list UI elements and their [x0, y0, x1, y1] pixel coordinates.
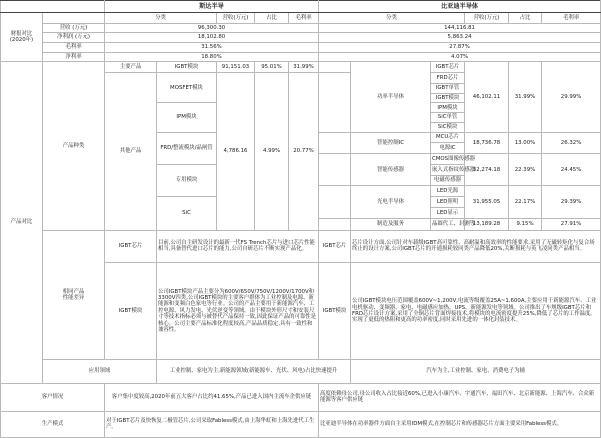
- b-rev: 32,274.18: [465, 154, 509, 186]
- b-gm: 26.32%: [542, 132, 601, 154]
- b-item: 晶圆代工、封测等: [431, 218, 465, 230]
- b-cat-blank: [319, 218, 351, 230]
- a-col-cat: 分类: [105, 12, 217, 23]
- b-cat-label: 制造及服务: [351, 218, 431, 230]
- b-item: LED显示: [431, 208, 465, 219]
- fin-section-label: 财报对比 (2020年): [1, 12, 43, 62]
- prod-label: 生产模式: [1, 411, 105, 437]
- b-rev: 31,955.05: [465, 186, 509, 218]
- a-other-gm: 20.77%: [289, 73, 319, 230]
- b-cat-blank: [319, 132, 351, 154]
- b-share: 13.00%: [509, 132, 542, 154]
- b-item: MCU芯片: [431, 132, 465, 143]
- b-gm: 29.99%: [542, 62, 601, 132]
- product-section-label: 产品对比: [1, 62, 43, 383]
- b-gm: 29.39%: [542, 186, 601, 218]
- b-cat-blank: [319, 186, 351, 218]
- customer-a: 客户集中度较高,2020年前五大客户占比约41.65%,产品已进入国内主流车企供应链: [105, 383, 319, 411]
- a-other-rev: 4,786.16: [217, 73, 255, 230]
- b-rev: 18,736.78: [465, 132, 509, 154]
- b-share: 31.99%: [509, 62, 542, 132]
- b-gm: 27.91%: [542, 218, 601, 230]
- a-main-gm: 31.99%: [289, 62, 319, 73]
- b-col-gm: 毛利率: [542, 12, 601, 23]
- b-share: 22.39%: [509, 154, 542, 186]
- b-cat-label: 光电半导体: [351, 186, 431, 218]
- igbt-module-a: 公司IGBT模块产品主要分为600V/650V/750V/1200V/1700V和3300V四类,公司IGBT模块的主要客户群体为工业控制及电源、新能源和变频白色家电等行业。公司的产品主要用于新能源汽车、工控电源、风力发电、光伏逆变等领域。由于模块外形尺寸和安装尺寸等技术指标必须与被替代产品保持一致,因此保证产品的可靠性是核心。公司主要产品标准化程度较高,产品品质稳定,具有一致性和兼容性。: [157, 263, 319, 360]
- fin-row-a-value: 31.56%: [105, 43, 319, 53]
- b-cat-label: 智能传感器: [351, 154, 431, 186]
- b-item: IGBT模块: [431, 93, 465, 103]
- a-other-item: IPM模块: [157, 103, 217, 132]
- b-col-share: 占比: [509, 12, 542, 23]
- b-share: 22.17%: [509, 186, 542, 218]
- header-empty: [1, 1, 105, 13]
- customer-b: 高度依赖母公司,母公司收入占比接近60%,已进入小康汽车、宇通汽车、福田汽车、北京新能源、上海汽车、合众新能源等客户供应链: [319, 383, 601, 411]
- company-b-header: 比亚迪半导体: [319, 1, 601, 13]
- b-item: 电磁传感器: [431, 175, 465, 186]
- a-main-item: IGBT模块: [157, 62, 217, 73]
- fin-row-b-value: 4.07%: [319, 52, 601, 62]
- b-item: IGBT单管: [431, 84, 465, 94]
- fin-row-a-value: 18,102.80: [105, 33, 319, 43]
- fin-row-label: 毛利率: [43, 43, 105, 53]
- b-col-rev: 营收(万元): [465, 12, 509, 23]
- a-main-share: 95.01%: [255, 62, 289, 73]
- fin-col-spacer: [43, 12, 105, 23]
- company-a-header: 斯达半导: [105, 1, 319, 13]
- fin-row-a-value: 18.80%: [105, 52, 319, 62]
- b-item: SiC模块: [431, 122, 465, 132]
- b-item: SiC单管: [431, 113, 465, 123]
- igbt-chip-a: 目前,公司自主研发设计的最新一代FS Trench芯片与进口芯片性能相当,具备替代进口芯片的能力,公司自研芯片不断实现产品化。: [157, 230, 319, 262]
- a-other-share: 4.99%: [255, 73, 289, 230]
- a-col-share: 占比: [255, 12, 289, 23]
- b-item: FRD芯片: [431, 73, 465, 84]
- customer-label: 客户情况: [1, 383, 105, 411]
- b-item: LED照明: [431, 197, 465, 208]
- a-col-rev: 营收(万元): [217, 12, 255, 23]
- prod-b: 比亚迪半导体在功率器件方面自主采用IDM模式,在控制芯片和传感器芯片方面主要采用Fabless模式。: [319, 411, 601, 437]
- igbt-chip-label: IGBT芯片: [105, 230, 157, 262]
- b-item: 电源IC: [431, 143, 465, 154]
- app-label: 应用领域: [43, 360, 157, 384]
- b-col-cat: 分类: [319, 12, 465, 23]
- igbt-chip-b: 芯片设计方面,公司针对车载级IGBT高可靠性、高耐温和高效率的性能要求,采用了无磁转矩化与复合场终止的设计方案,公司IGBT芯片的开通损耗较同类产品降低20%,关断损耗与英飞凌同类产品相当。: [351, 230, 601, 262]
- igbt-module-b: 公司IGBT模块电压范围覆盖600V~1,200V,电流等级覆盖25A~1,600A,主要应用于新能源汽车、工业电机驱动、变频器、家电、电磁感应加热、UPS、新能源发电等领域。公司推出了车规级IGBT芯片和FRD芯片设计方案,采用了全铜芯片背面焊接技术,将模块的电流密度提升25%,降低了芯片的工作温度。实现了更低的热阻和更高的功率密度,同时采用先进的一体化封装技术。: [351, 263, 601, 360]
- b-rev: 46,102.11: [465, 62, 509, 132]
- b-item: IPM模块: [431, 103, 465, 113]
- a-other-item: SiC: [157, 197, 217, 230]
- product-types-label: 产品种类: [43, 62, 105, 230]
- b-item: 嵌入式指纹传感器: [431, 164, 465, 175]
- igbt-chip-b-label: IGBT芯片: [319, 230, 351, 262]
- app-b: 汽车为主,工业控制、家电、消费电子为辅: [351, 360, 601, 384]
- b-item: LED光源: [431, 186, 465, 197]
- fin-row-label: 营收 (万元): [43, 23, 105, 33]
- b-cat-blank: [319, 154, 351, 186]
- fin-row-b-value: 27.87%: [319, 43, 601, 53]
- b-rev: 13,189.28: [465, 218, 509, 230]
- a-other-item: 专用模块: [157, 164, 217, 196]
- fin-row-label: 净利润 (万元): [43, 33, 105, 43]
- b-cat-blank: [319, 73, 351, 132]
- a-other-item: FRD/整流模块/晶闸管: [157, 132, 217, 164]
- a-other-item: MOSFET模块: [157, 73, 217, 103]
- b-gm: 24.45%: [542, 154, 601, 186]
- a-main-label: 主要产品: [105, 62, 157, 73]
- b-cat-label: 功率半导体: [351, 62, 431, 132]
- b-cat-label: 智能控制IC: [351, 132, 431, 154]
- b-item: CMOS图像传感器: [431, 154, 465, 165]
- perf-label: 相同产品 性能差异: [43, 230, 105, 359]
- b-item: IGBT芯片: [431, 62, 465, 73]
- a-other-label: 其他产品: [105, 73, 157, 230]
- b-share: 9.15%: [509, 218, 542, 230]
- fin-row-label: 净利率: [43, 52, 105, 62]
- igbt-module-b-label: IGBT模块: [319, 263, 351, 360]
- fin-row-a-value: 96,300.30: [105, 23, 319, 33]
- prod-a: 对于IGBT芯片及快恢复二极管芯片,公司采取Fabless模式,由上海华虹和上海先进代工生产。: [105, 411, 319, 437]
- b-cat-blank: [319, 62, 351, 73]
- app-a: 工业控制、家电为主,新能源领域(新能源车、光伏、风电)占比快速提升: [157, 360, 351, 384]
- a-col-gm: 毛利率: [289, 12, 319, 23]
- fin-row-b-value: 144,116.81: [319, 23, 601, 33]
- fin-row-b-value: 5,863.24: [319, 33, 601, 43]
- igbt-module-label: IGBT模块: [105, 263, 157, 360]
- a-main-rev: 91,151.03: [217, 62, 255, 73]
